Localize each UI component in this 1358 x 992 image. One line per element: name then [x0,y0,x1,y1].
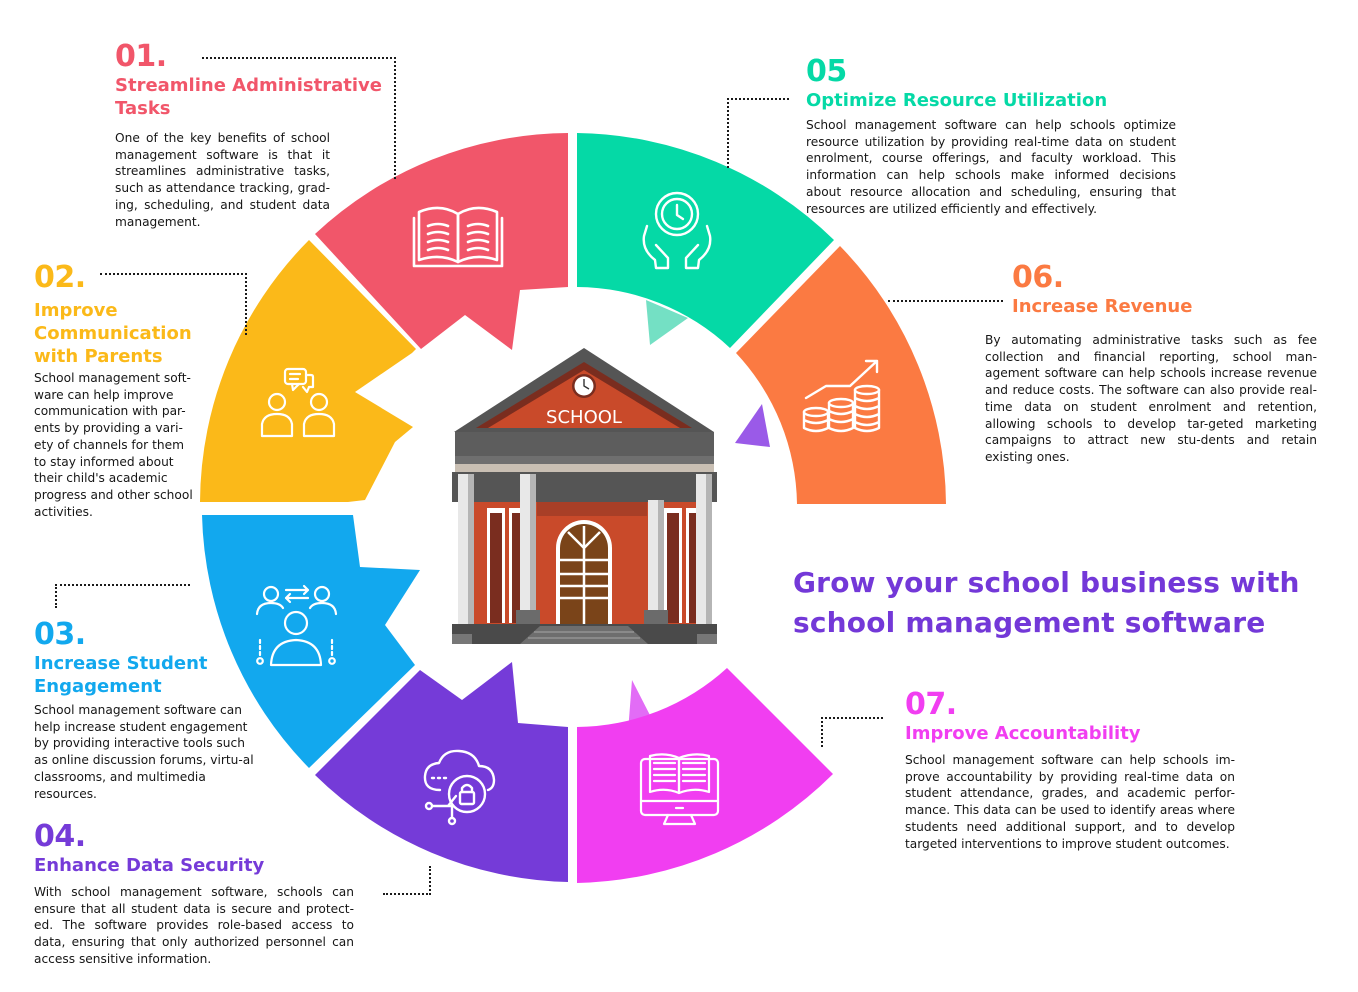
benefit-description: With school management software, schools can ensure that all student data is secure and protect-ed. The software provides role-based access to data, ensuring that only authorized personnel can access sensitive information. [34,885,354,966]
headline-line-1: Grow your school business with [793,566,1300,599]
benefit-06 [985,260,1317,466]
benefit-title: Increase Student Engagement [34,653,208,697]
connector-07 [821,717,883,747]
benefit-number: 02. [34,260,86,295]
school-building-illustration [452,348,717,644]
page-headline [793,563,1333,643]
benefit-02 [34,260,200,520]
benefit-number: 04. [34,819,86,854]
benefit-title: Improve Accountability [905,723,1141,744]
benefit-description: By automating administrative tasks such as fee collection and financial reporting, school man-agement software can help schools increase revenue and reduce costs. The software can also provide real-time data on student enrolment and retention, allowing schools to develop tar-geted marketing campaigns to attract new stu-dents and retain existing ones. [985,333,1317,464]
benefit-description: School management software can help schools im-prove accountability by providing real-time data on student attendance, grades, and academic perfor-mance. This data can be used to identify areas where students need additional support, and to develop targeted interventions to improve student outcomes. [905,753,1235,851]
connector-06 [888,300,1003,302]
benefit-title: Improve Communication with Parents [34,300,192,367]
benefit-title: Increase Revenue [1012,296,1193,317]
connector-03 [55,584,190,608]
benefit-01 [115,39,382,230]
benefit-description: One of the key benefits of school management software is that it streamlines administrative tasks, such as attendance tracking, grad-ing, scheduling, and student data management. [115,131,330,229]
benefit-04 [34,819,354,968]
benefit-05 [806,54,1176,217]
benefit-title: Enhance Data Security [34,855,265,876]
benefit-title: Streamline Administrative Tasks [115,75,382,119]
benefit-number: 07. [905,687,957,722]
benefit-07 [905,687,1235,852]
benefit-description: School management software can help increase student engagement by providing interactive tools such as online discussion forums, virtu-al classrooms, and multimedia resources. [34,703,254,801]
benefit-number: 01. [115,39,167,74]
benefit-description: School management soft-ware can help improve communication with par-ents by providing a vari-ety of channels for them to stay informed about their child's academic progress and other school activities. [34,371,193,519]
benefit-title: Optimize Resource Utilization [806,90,1108,111]
connector-05 [727,98,789,168]
benefit-03 [34,617,256,802]
connector-04 [383,866,431,895]
school-sign: SCHOOL [546,407,622,428]
benefit-description: School management software can help schools optimize resource utilization by providing real-time data on student enrolment, course offerings, and faculty workload. This information can help schools make informed decisions about resource allocation and scheduling, ensuring that resources are utilized efficiently and effectively. [806,118,1176,216]
headline-line-2: school management software [793,606,1266,639]
benefit-number: 05 [806,54,847,89]
benefit-number: 06. [1012,260,1064,295]
benefit-number: 03. [34,617,86,652]
